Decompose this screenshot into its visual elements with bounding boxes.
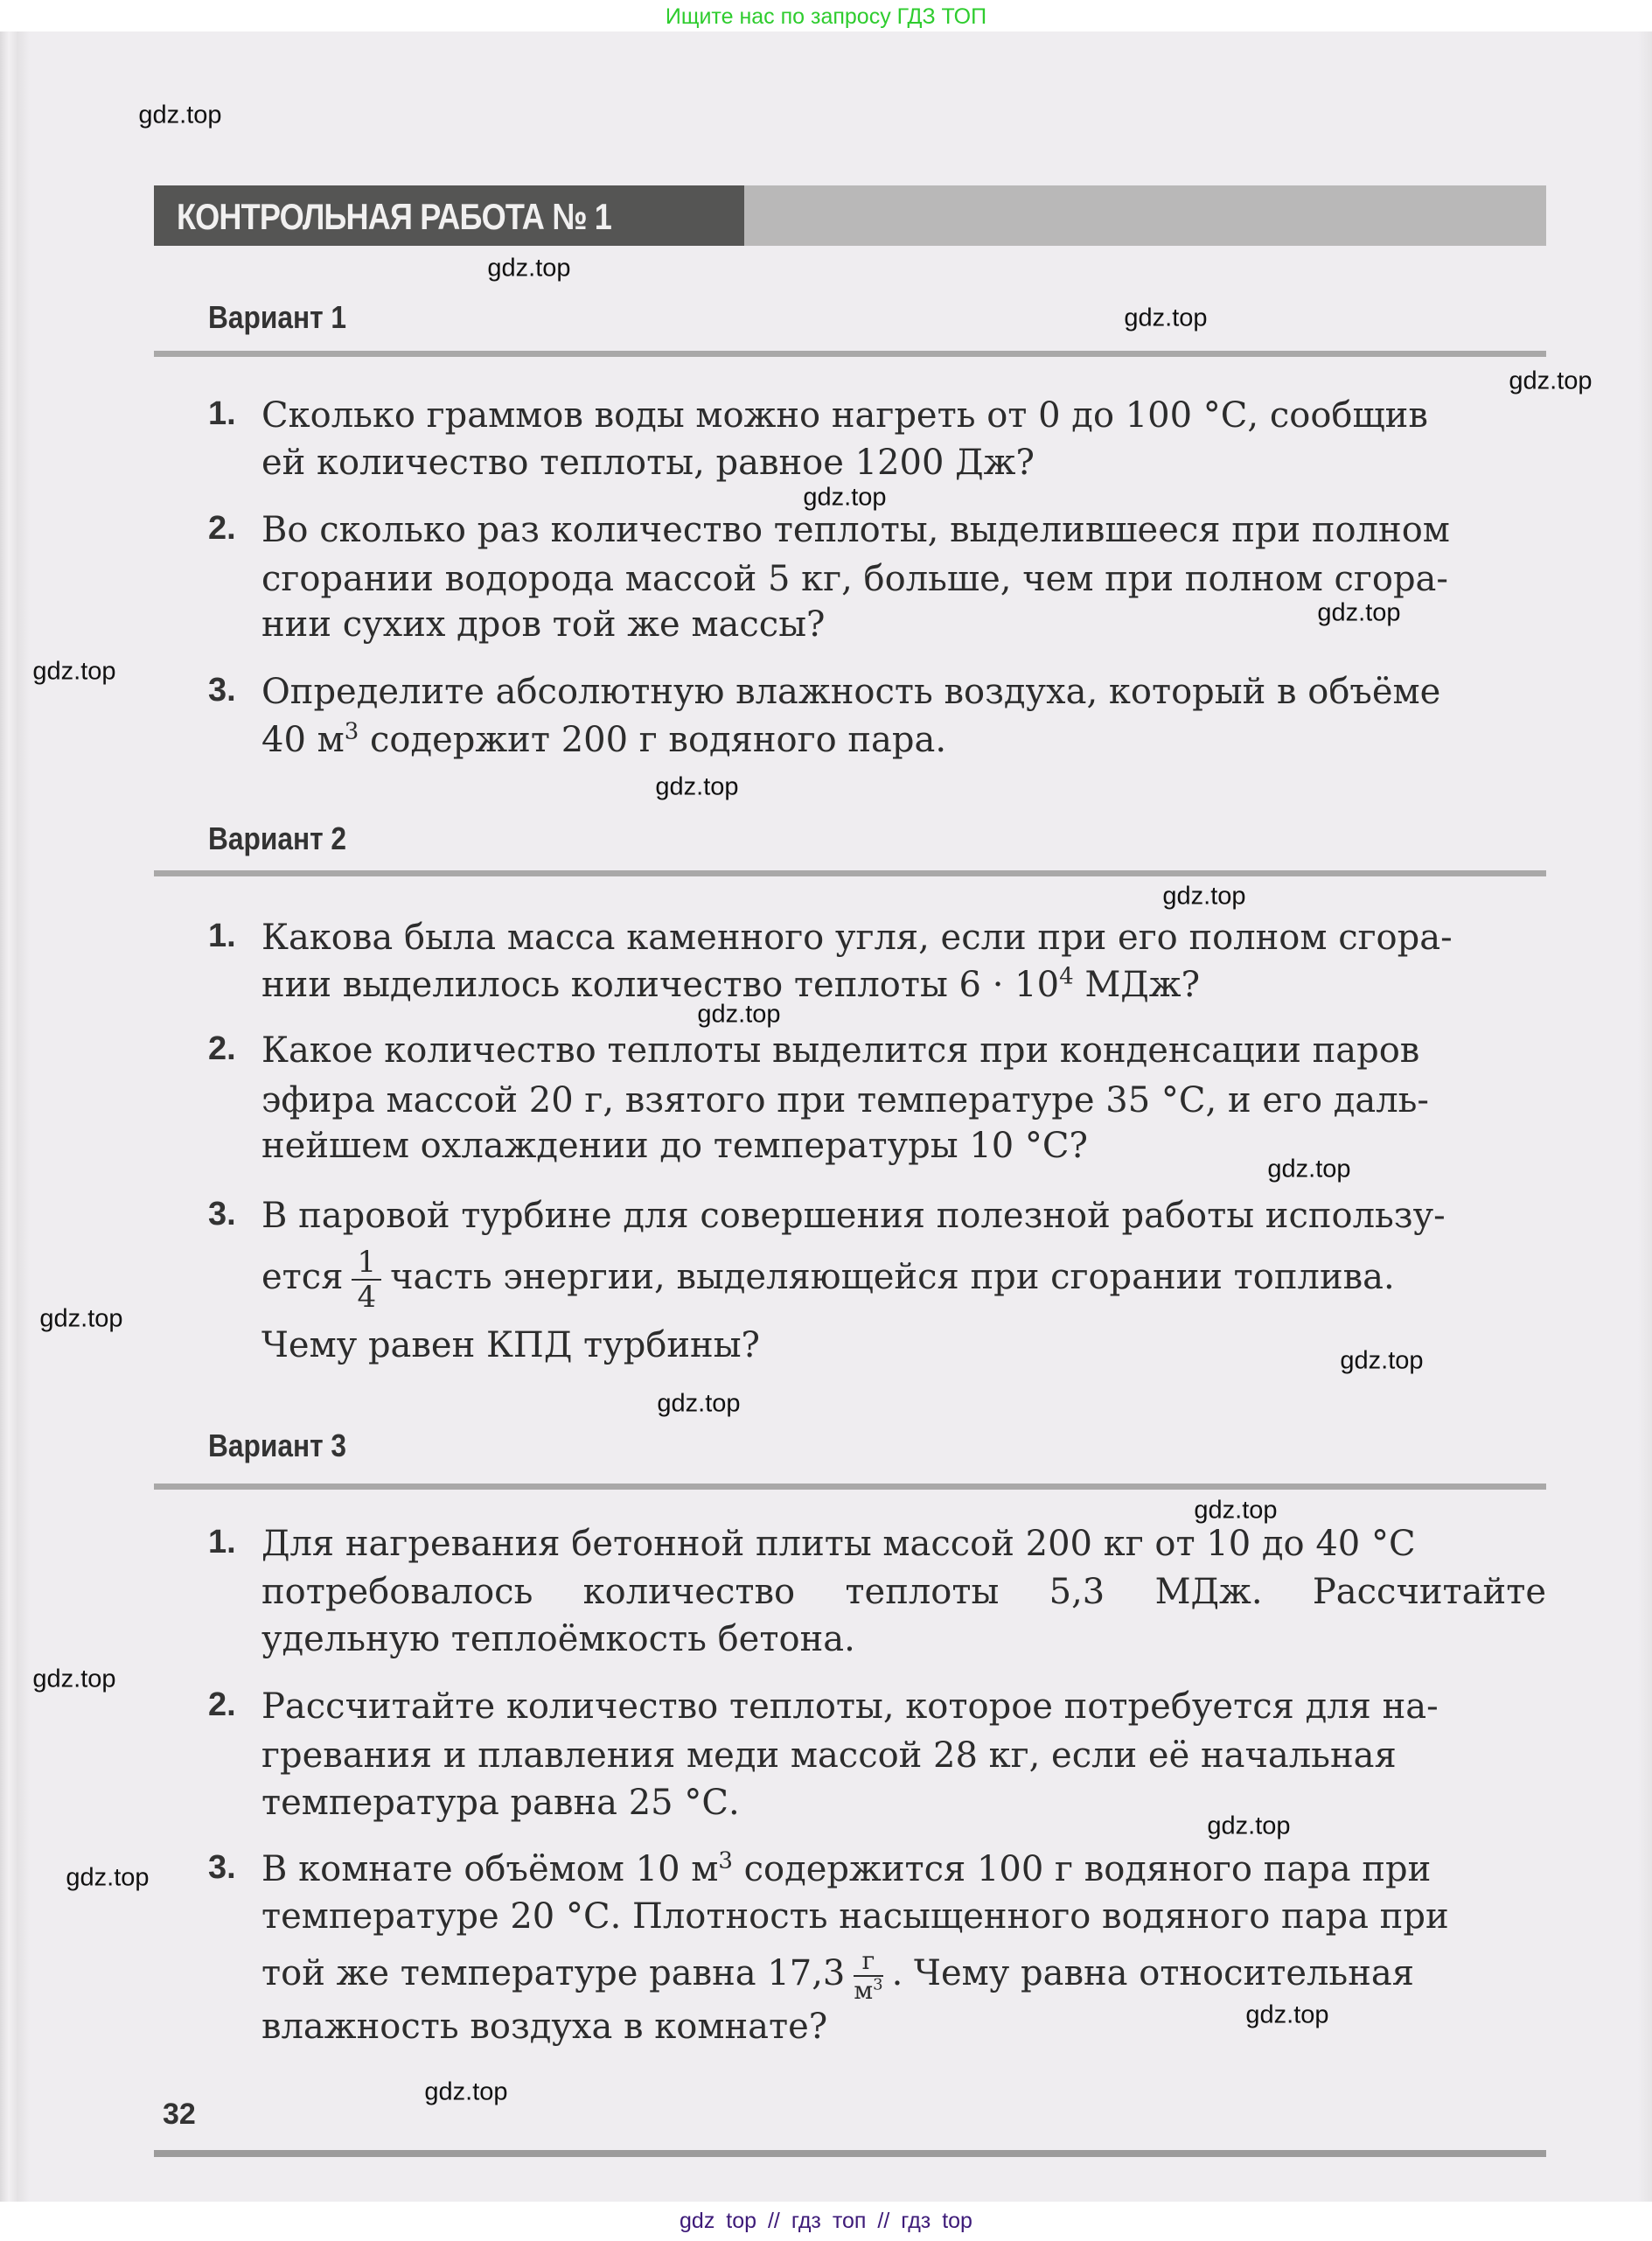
text-fragment: МДж?	[1073, 965, 1201, 1005]
v1-q2-line-2: сгорании водорода массой 5 кг, больше, чем при полном сгора-	[261, 559, 1448, 599]
watermark: gdz.top	[1267, 1155, 1351, 1183]
v3-q1-line-1: Для нагревания бетонной плиты массой 200 кг от 10 до 40 °С	[261, 1524, 1416, 1564]
v3-q3-line-2: температуре 20 °С. Плотность насыщенного водяного пара при	[261, 1896, 1449, 1937]
v3-q1-line-3: удельную теплоёмкость бетона.	[261, 1619, 855, 1659]
footer-banner: gdz top // гдз топ // гдз top	[0, 2202, 1652, 2241]
watermark: gdz.top	[138, 101, 222, 129]
v3-q3-line-3	[261, 1942, 1546, 2005]
v1-q2-line-1: Во сколько раз количество теплоты, выделившееся при полном	[261, 510, 1450, 550]
v3-q3-line-4: влажность воздуха в комнате?	[261, 2007, 828, 2047]
v1-q1-line-2: ей количество теплоты, равное 1200 Дж?	[261, 443, 1035, 483]
v3-q2-number: 2.	[208, 1686, 236, 1723]
page-number: 32	[163, 2098, 196, 2131]
fraction-numerator: г	[854, 1949, 882, 1977]
watermark: gdz.top	[1317, 598, 1401, 627]
v2-q3-line-1: В паровой турбине для совершения полезной работы использу-	[261, 1196, 1446, 1236]
fraction-denominator	[854, 1977, 882, 2003]
text-fragment: . Чему равна относительная	[891, 1953, 1414, 1993]
v1-q1-line-1: Сколько граммов воды можно нагреть от 0 до 100 °С, сообщив	[261, 395, 1428, 436]
superscript: 3	[873, 1975, 883, 1994]
v3-q2-line-2: гревания и плавления меди массой 28 кг, если её начальная	[261, 1735, 1397, 1776]
v3-q3-number: 3.	[208, 1849, 236, 1886]
watermark: gdz.top	[1245, 2000, 1329, 2029]
variant-3-rule	[154, 1484, 1546, 1490]
v3-q1-number: 1.	[208, 1524, 236, 1560]
page-right-edge	[1638, 31, 1652, 2202]
v1-q2-number: 2.	[208, 510, 236, 547]
fraction-denominator: 4	[357, 1280, 377, 1315]
watermark: gdz.top	[803, 483, 887, 512]
watermark: gdz.top	[487, 254, 571, 283]
v2-q3-line-2	[261, 1245, 1546, 1315]
watermark: gdz.top	[424, 2077, 508, 2106]
v2-q2-number: 2.	[208, 1030, 236, 1067]
v2-q2-line-1: Какое количество теплоты выделится при конденсации паров	[261, 1030, 1420, 1071]
text-fragment: 40 м	[261, 720, 345, 760]
v2-q1-number: 1.	[208, 918, 236, 954]
v1-q3-line-2	[261, 719, 1546, 761]
top-promo-banner: Ищите нас по запросу ГДЗ ТОП	[0, 0, 1652, 31]
v3-q2-line-3: температура равна 25 °С.	[261, 1783, 740, 1823]
fraction-numerator: 1	[352, 1247, 381, 1281]
watermark: gdz.top	[1162, 882, 1246, 911]
text-fragment: нии выделилось количество теплоты 6 · 10	[261, 965, 1060, 1005]
variant-1-title: Вариант 1	[208, 299, 347, 335]
unit-text: м	[854, 1976, 874, 2005]
v2-q1-line-2	[261, 964, 1546, 1006]
watermark: gdz.top	[32, 657, 116, 686]
v3-q2-line-1: Рассчитайте количество теплоты, которое потребуется для на-	[261, 1686, 1439, 1727]
watermark: gdz.top	[697, 1000, 781, 1029]
v3-q3-line-1	[261, 1848, 1546, 1890]
watermark: gdz.top	[39, 1304, 123, 1333]
fraction-grams-per-cubic-meter	[854, 1946, 883, 2005]
v1-q3-line-1: Определите абсолютную влажность воздуха, который в объёме	[261, 672, 1441, 712]
variant-2-title: Вариант 2	[208, 820, 347, 856]
v2-q3-line-3: Чему равен КПД турбины?	[261, 1325, 760, 1365]
v2-q2-line-3: нейшем охлаждении до температуры 10 °С?	[261, 1126, 1088, 1166]
bottom-rule	[154, 2150, 1546, 2157]
v1-q1-number: 1.	[208, 395, 236, 432]
watermark: gdz.top	[655, 772, 739, 801]
superscript: 3	[344, 718, 359, 745]
v1-q3-number: 3.	[208, 672, 236, 709]
text-fragment: содержится 100 г водяного пара при	[732, 1849, 1432, 1889]
v2-q1-line-1: Какова была масса каменного угля, если при его полном сгора-	[261, 918, 1453, 958]
superscript: 3	[718, 1847, 733, 1874]
superscript: 4	[1059, 963, 1074, 990]
text-fragment: В комнате объёмом 10 м	[261, 1849, 719, 1889]
page-title: КОНТРОЛЬНАЯ РАБОТА № 1	[177, 196, 612, 237]
watermark: gdz.top	[1124, 304, 1208, 332]
watermark: gdz.top	[1194, 1496, 1278, 1525]
v2-q2-line-2: эфира массой 20 г, взятого при температуре 35 °С, и его даль-	[261, 1080, 1429, 1120]
watermark: gdz.top	[1207, 1812, 1291, 1840]
variant-1-rule	[154, 351, 1546, 357]
variant-2-rule	[154, 870, 1546, 876]
variant-3-title: Вариант 3	[208, 1428, 347, 1463]
v2-q3-number: 3.	[208, 1196, 236, 1232]
watermark: gdz.top	[66, 1863, 150, 1892]
watermark: gdz.top	[32, 1665, 116, 1693]
text-fragment: той же температуре равна 17,3	[261, 1953, 846, 1993]
watermark: gdz.top	[1340, 1346, 1424, 1375]
page-binding-edge	[0, 31, 30, 2202]
text-fragment: содержит 200 г водяного пара.	[359, 720, 947, 760]
v3-q1-line-2: потребовалось количество теплоты 5,3 МДж. Рассчитайте	[261, 1572, 1546, 1612]
watermark: gdz.top	[1509, 367, 1593, 395]
v1-q2-line-3: нии сухих дров той же массы?	[261, 604, 826, 645]
text-fragment: ется	[261, 1257, 344, 1297]
watermark: gdz.top	[657, 1389, 741, 1418]
fraction-one-quarter	[352, 1245, 381, 1315]
text-fragment: часть энергии, выделяющейся при сгорании топлива.	[390, 1257, 1395, 1297]
